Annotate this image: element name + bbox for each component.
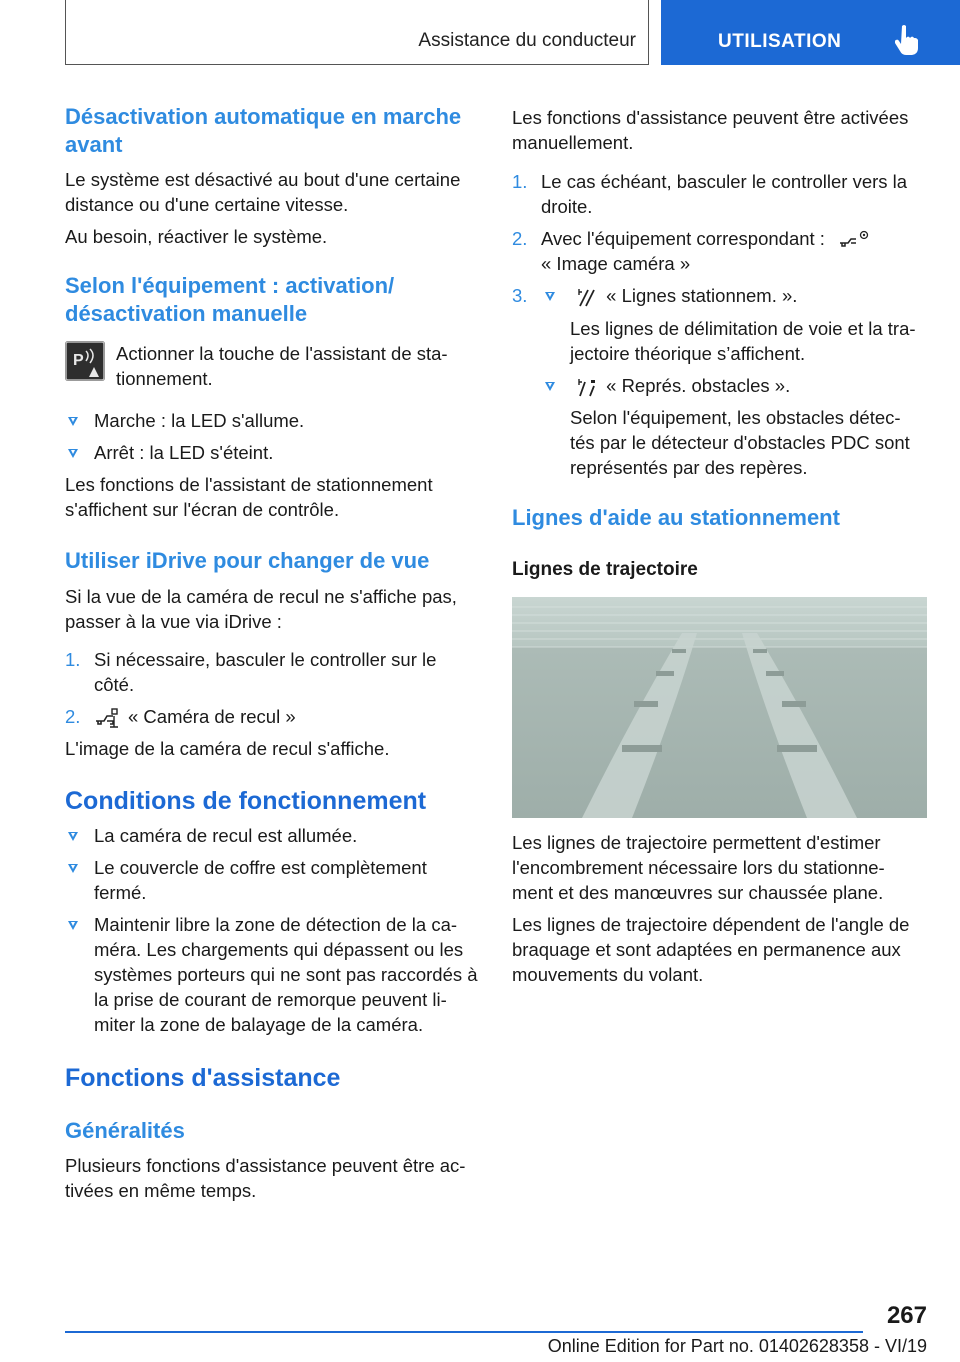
paragraph-press-button: Actionner la touche de l'assistant de sta- tionnement. [116,343,448,389]
triangle-bullet-icon [68,449,78,458]
heading-trajectory-lines: Lignes de trajectoire [512,559,698,580]
list-item: Marche : la LED s'allume. [65,408,480,433]
header-title: Assistance du conducteur [418,30,636,51]
triangle-bullet-icon [68,832,78,841]
heading-conditions: Conditions de fonctionnement [65,787,427,815]
footer-edition: Online Edition for Part no. 01402628358 - VI/19 [547,1336,927,1356]
obstacle-markers-icon [576,376,598,398]
list-item: 3. « Lignes stationnem. ». [512,283,927,308]
header-section-tab [661,0,960,65]
triangle-bullet-icon [545,292,555,301]
list-item: Maintenir libre la zone de détection de la ca- méra. Les chargements qui dépassent ou les systèmes porteurs qui ne sont pas raccordés à la prise de courant de remorque peuvent li- miter la zone de balayage de la caméra. [65,912,480,1037]
paragraph-reactivate: Au besoin, réactiver le système. [65,226,328,247]
heading-assist-functions: Fonctions d'assistance [65,1064,341,1092]
triangle-bullet-icon [68,864,78,873]
list-item: 2. « Caméra de recul » [65,704,480,729]
triangle-bullet-icon [68,921,78,930]
triangle-bullet-icon [545,382,555,391]
rear-camera-icon [94,707,120,729]
heading-auto-deactivation: Désactivation automatique en marche avant [65,104,462,157]
heading-idrive: Utiliser iDrive pour changer de vue [65,548,430,573]
parking-assistant-button-icon [65,341,105,381]
triangle-bullet-icon [68,417,78,426]
heading-manual-activation: Selon l'équipement : activation/ désactivation manuelle [65,273,395,326]
svg-text:P: P [73,352,84,369]
heading-parking-lines: Lignes d'aide au stationnement [512,505,840,530]
list-item: 2. Avec l'équipement correspondant : « Image caméra » [512,226,927,276]
manual-button-instruction [65,341,480,391]
list-item: 1. Si nécessaire, basculer le controller sur le côté. [65,649,437,695]
camera-settings-icon [838,229,870,251]
footer-rule [65,1331,863,1333]
paragraph-manual-functions: Les fonctions d'assistance peuvent être activées manuellement. [512,107,909,153]
header-title-box [65,0,649,65]
paragraph-auto-deactivation: Le système est désactivé au bout d'une certaine distance ou d'une certaine vitesse. [65,169,461,215]
paragraph-idrive: Si la vue de la caméra de recul ne s'affiche pas, passer à la vue via iDrive : [65,586,457,632]
heading-general: Généralités [65,1118,185,1143]
paragraph-general: Plusieurs fonctions d'assistance peuvent être ac- tivées en même temps. [65,1155,466,1201]
paragraph-trajectory-2: Les lignes de trajectoire dépendent de l'angle de braquage et sont adaptées en permanence aux mouvements du volant. [512,914,910,985]
trajectory-lines-illustration [512,597,927,818]
paragraph-functions-display: Les fonctions de l'assistant de stationnement s'affichent sur l'écran de contrôle. [65,474,433,520]
list-item: 1. Le cas échéant, basculer le controller vers la droite. [512,171,908,217]
paragraph-obstacles-desc: Selon l'équipement, les obstacles détec- tés par le détecteur d'obstacles PDC sont représentés par des repères. [570,407,910,478]
header-section-label: UTILISATION [718,31,842,52]
list-item: Arrêt : la LED s'éteint. [65,440,480,465]
paragraph-lines-desc: Les lignes de délimitation de voie et la tra- jectoire théorique s’affichent. [570,318,916,364]
paragraph-trajectory-1: Les lignes de trajectoire permettent d'estimer l'encombrement nécessaire lors du stationne- ment et des manœuvres sur chaussée plane. [512,832,885,903]
list-item: La caméra de recul est allumée. [65,823,480,848]
paragraph-image-display: L'image de la caméra de recul s'affiche. [65,738,390,759]
list-item: « Représ. obstacles ». [512,373,927,398]
page-number: 267 [886,1302,927,1329]
parking-lines-icon [576,286,598,308]
pointing-hand-icon [895,24,921,56]
list-item: Le couvercle de coffre est complètement fermé. [65,855,480,905]
